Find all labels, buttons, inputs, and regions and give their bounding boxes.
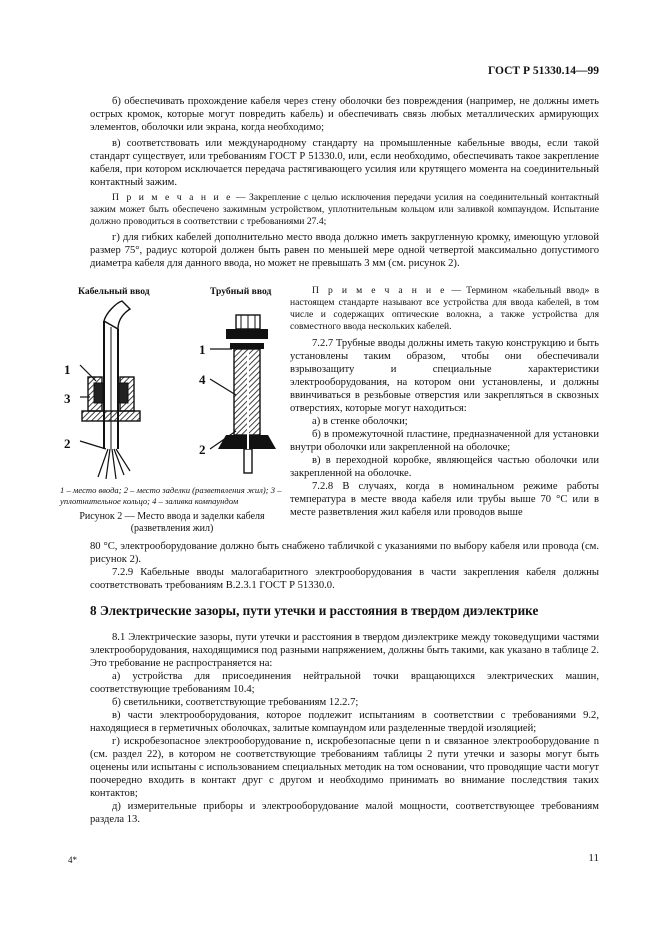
paragraph-7-2-8-part1: 7.2.8 В случаях, когда в номинальном режиме работы температура в месте ввода кабеля или трубы выше 70 °С или в месте разветвления жил кабеля или проводов выше [290,481,599,518]
text-right-column [290,285,599,519]
note-2-text: — Термином «кабельный ввод» в настоящем стандарте называют все устройства для ввода кабелей, в том числе и содержащих оптические волокна, а также устройства для совместного ввода нескольких кабелей. [290,285,599,332]
paragraph-7-2-7: 7.2.7 Трубные вводы должны иметь такую конструкцию и быть установлены таким образом, чтобы они обеспечивали взрывозащиту и специальные характеристики электрооборудования, на котором они установлены, и должны ввинчиваться в резьбовые отверстия или закрепляться в сквозных отверстиях, которые могут находиться: [290,338,599,414]
paragraph-v: в) соответствовать или международному стандарту на промышленные кабельные вводы, если такой стандарт существует, или требованиям ГОСТ Р 51330.0, или, если необходимо, обеспечивать такое закрепление кабеля, при котором исключается передача растягивающего усилия или крутящего момента на соединительный контактный зажим. [90,138,599,188]
paragraph-7-2-9: 7.2.9 Кабельные вводы малогабаритного электрооборудования в части закрепления кабеля должны соответствовать требованиям В.2.3.1 ГОСТ Р 51330.0. [90,567,599,591]
text-upper [90,95,599,270]
figure-callout-1-right: 1 [199,342,206,357]
paragraph-7-2-7-v: в) в переходной коробке, являющейся частью оболочки или закрепленной на оболочке. [290,455,599,479]
figure-label-cable-entry: Кабельный ввод [78,286,150,297]
note-1 [90,192,599,228]
figure-callout-3: 3 [64,391,71,406]
text-section-8 [90,631,599,826]
figure-legend: 1 – место ввода; 2 – место заделки (разветвления жил); 3 – уплотнительное кольцо; 4 – заливка компаундом [60,485,282,506]
paragraph-8-1-a: а) устройства для присоединения нейтральной точки вращающихся электрических машин, соответствующие требованиям 10.4; [90,671,599,695]
note-2 [290,285,599,333]
conduit-entry-drawing [210,315,276,473]
figure-label-conduit-entry: Трубный ввод [210,286,272,297]
figure-callout-4: 4 [199,372,206,387]
document-id-header: ГОСТ Р 51330.14—99 [488,65,599,77]
page-number: 11 [588,852,599,864]
text-middle [90,540,599,592]
section-8-heading: 8 Электрические зазоры, пути утечки и расстояния в твердом диэлектрике [90,603,539,618]
figure-callout-1-left: 1 [64,362,71,377]
figure-callout-2-left: 2 [64,436,71,451]
paragraph-8-1-v: в) части электрооборудования, которое подлежит испытаниям в соответствии с требованиями 9.2, находящиеся в герметичных оболочках, залитые компаундом или разделенные твердой изоляцией; [90,710,599,734]
figure-callout-2-right: 2 [199,442,206,457]
note-1-text: — Закрепление с целью исключения передачи усилия на соединительный контактный зажим может быть обеспечено зажимным устройством, уплотнительным кольцом или заливкой компаундом. Испытание должно проводиться в соответствии с требованиями 27.4; [90,192,599,227]
paragraph-7-2-7-a: а) в стенке оболочки; [312,416,408,427]
paragraph-7-2-7-b: б) в промежуточной пластине, предназначенной для установки внутри оболочки или закрепленной на оболочке; [290,429,599,453]
cable-gland-drawing [80,301,140,479]
footer-sheet-mark: 4* [68,855,77,865]
figure-drawing [60,299,280,479]
figure-caption: Рисунок 2 — Место ввода и заделки кабеля (разветвления жил) [79,511,265,534]
paragraph-8-1-d: д) измерительные приборы и электрооборудование малой мощности, соответствующее требованиям раздела 13. [90,801,599,825]
paragraph-8-1-g: г) искробезопасное электрооборудование n, искробезопасные цепи n и связанное электрооборудование n (см. раздел 22), в котором не соответствующие требованиям таблицы 2 пути утечки и зазоры могут быть оценены или испытаны с использованием специальных методик на том основании, что проводящие части могут поочередно входить в контакт друг с другом и необходимо принимать во внимание последствия таких контактов; [90,736,599,799]
paragraph-8-1: 8.1 Электрические зазоры, пути утечки и расстояния в твердом диэлектрике между токоведущими частями электрооборудования, находящимися под разными напряжением, должны быть такими, как указано в таблице 2. Это требование не распространяется на: [90,632,599,669]
note-2-title: П р и м е ч а н и е [312,285,447,296]
paragraph-b: б) обеспечивать прохождение кабеля через стену оболочки без повреждения (например, не должны иметь острых кромок, которые могут повредить кабель) и обеспечивать связь любых металлических армирующих элементов, оболочки или экрана, когда необходимо; [90,96,599,133]
paragraph-g: г) для гибких кабелей дополнительно место ввода должно иметь закругленную кромку, имеющую угловой размер 75°, радиус которой должен быть равен по меньшей мере одной четвертой максимально допустимого диаметра кабеля для данного ввода, но может не превышать 3 мм (см. рисунок 2). [90,232,599,269]
paragraph-7-2-8-part2: 80 °С, электрооборудование должно быть снабжено табличкой с указаниями по выбору кабеля или провода (см. рисунок 2). [90,541,599,565]
paragraph-8-1-b: б) светильники, соответствующие требованиям 12.2.7; [112,697,359,708]
note-1-title: П р и м е ч а н и е [112,192,233,203]
